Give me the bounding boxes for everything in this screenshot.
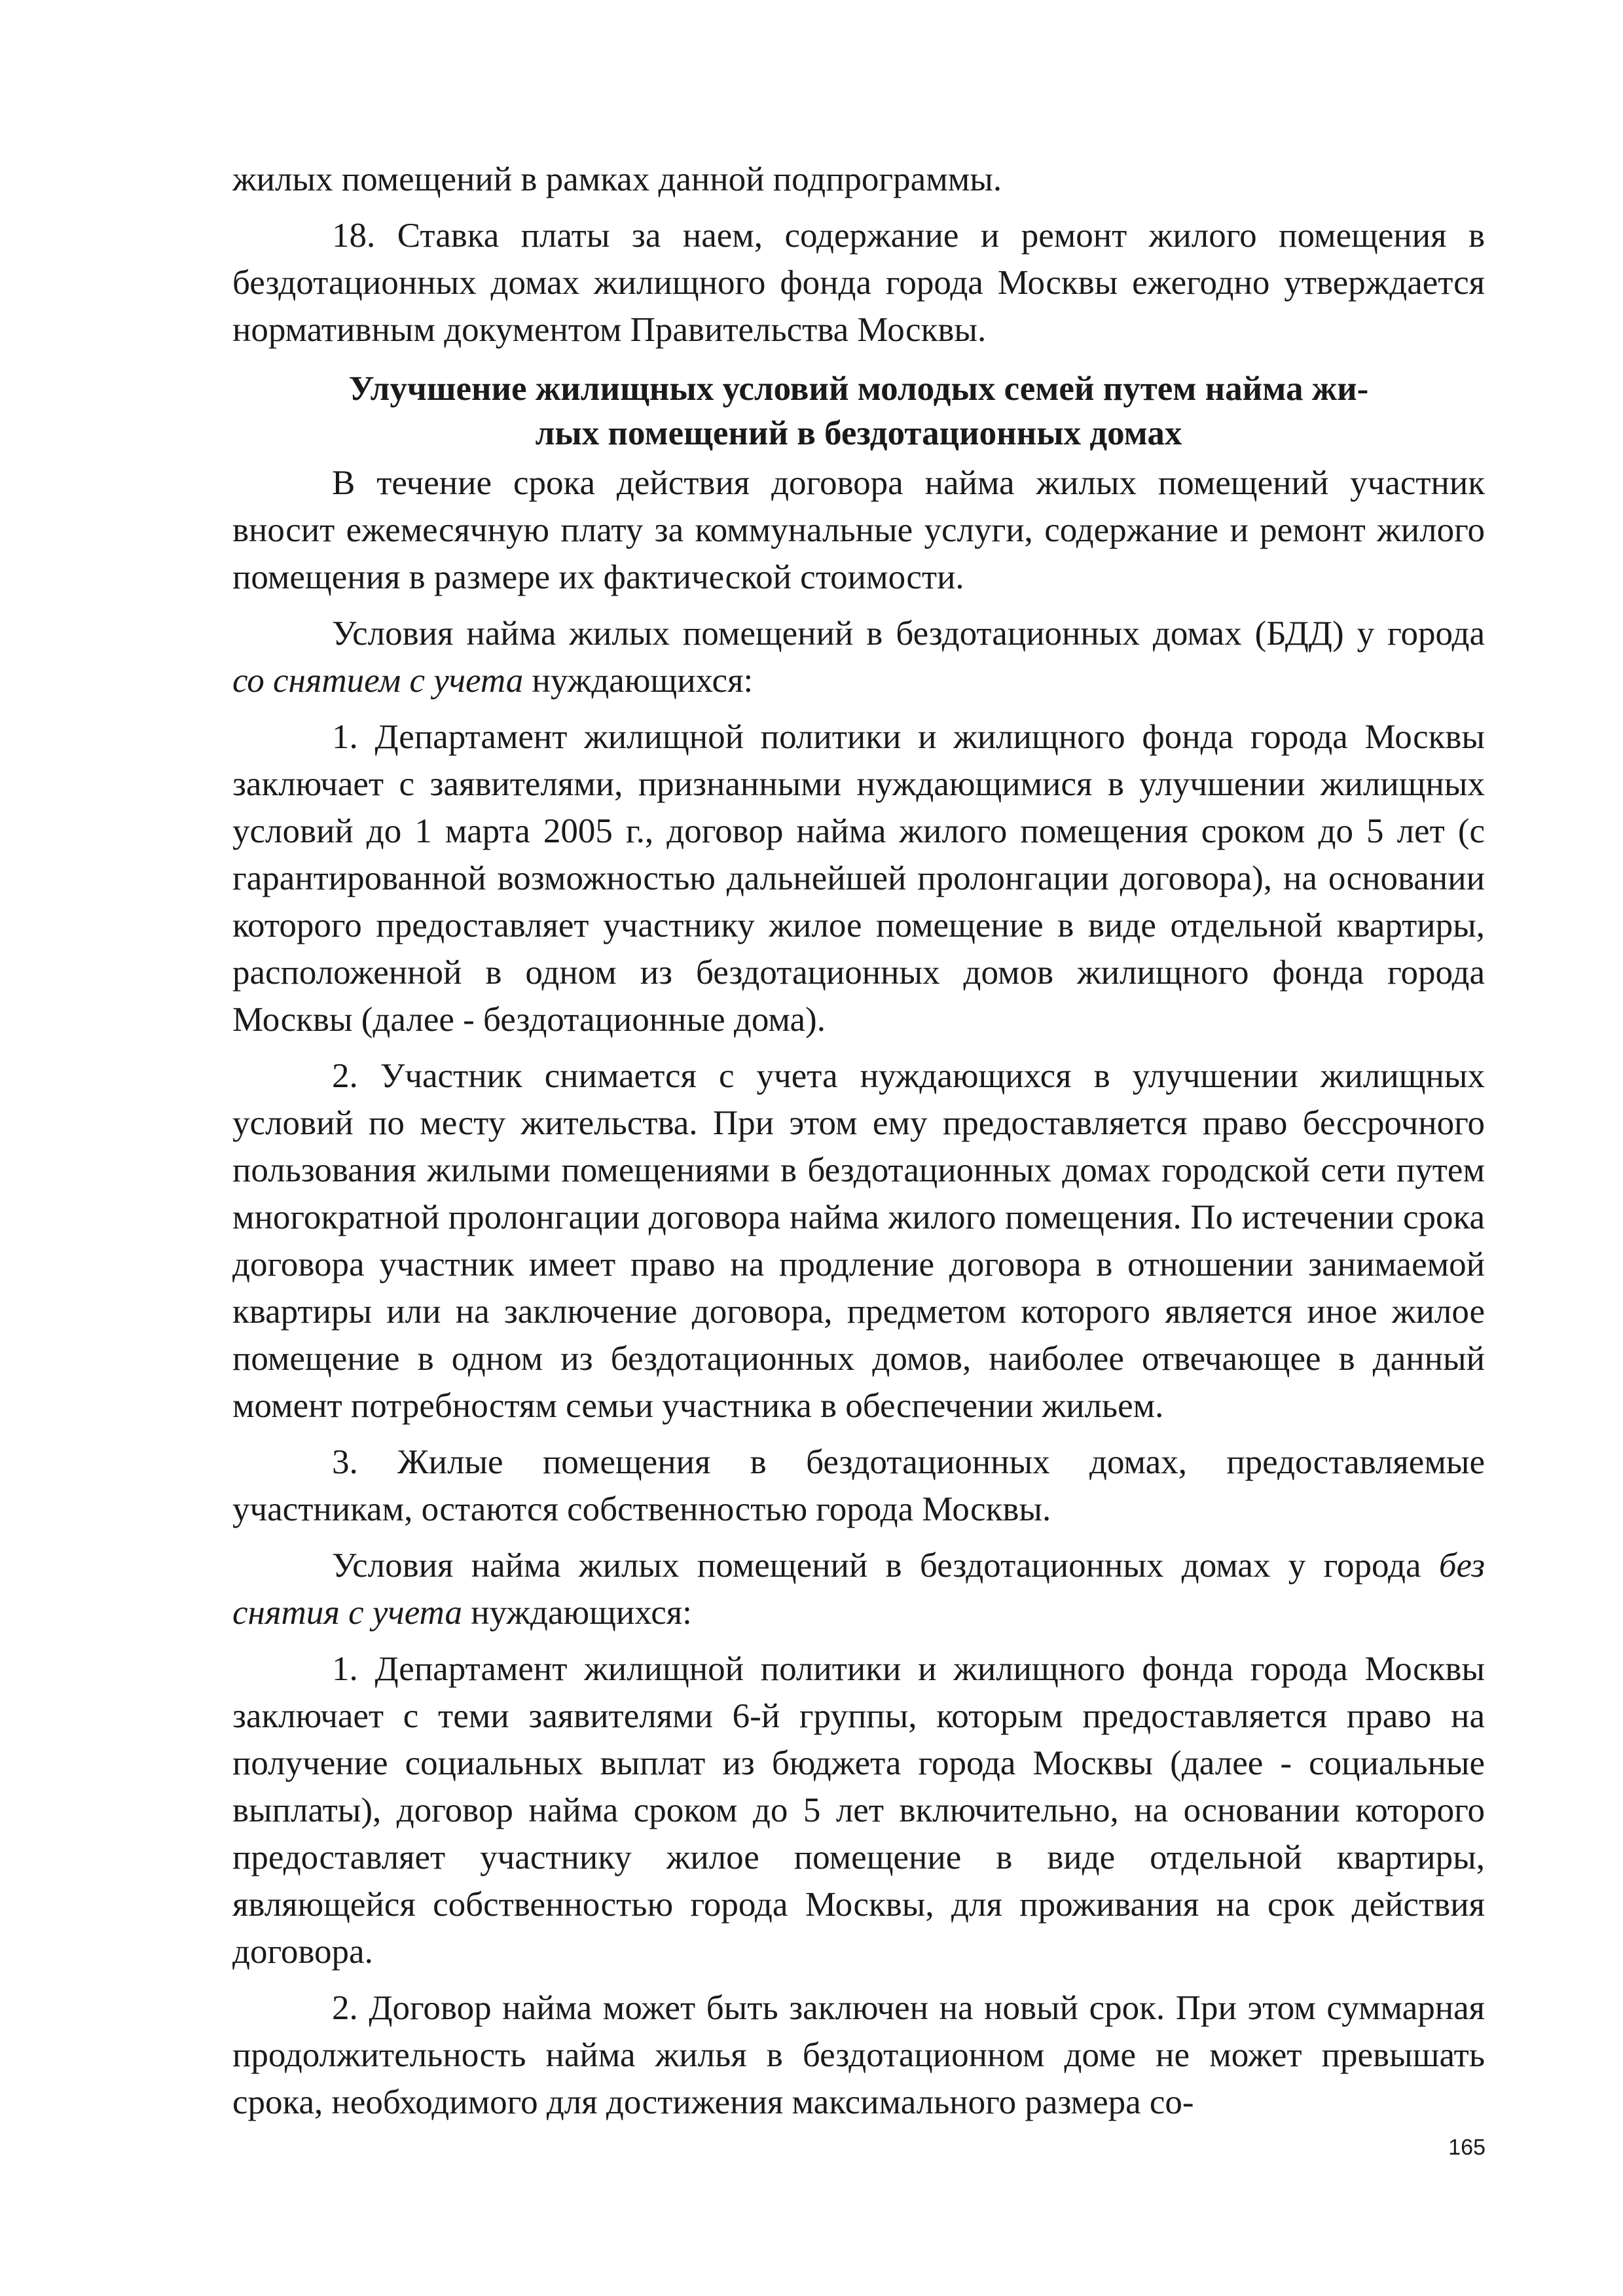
conditions-without-removal-intro (232, 1542, 1485, 1636)
conditions-with-removal-intro (232, 610, 1485, 704)
conditions-without-removal-text: Условия найма жилых помещений в бездотационных домах у города (332, 1547, 1439, 1585)
page-number: 165 (1448, 2135, 1486, 2160)
section-heading (232, 367, 1485, 456)
conditions-without-removal-emphasis: без снятия с учета (232, 1547, 1485, 1632)
conditions-without-removal-item-1: 1. Департамент жилищной политики и жилищного фонда города Москвы заключает с теми заявителями 6-й группы, которым предоставляется право на получение социальных выплат из бюджета города Москвы (далее - социальные выплаты), договор найма сроком до 5 лет включительно, на основании которого предоставляет участнику жилое помещение в виде отдельной квартиры, являющейся собственностью города Москвы, для проживания на срок действия договора. (232, 1650, 1485, 1971)
paragraph-18: 18. Ставка платы за наем, содержание и ремонт жилого помещения в бездотационных домах жилищного фонда города Москвы ежегодно утверждается нормативным документом Правительства Москвы. (232, 217, 1485, 349)
conditions-with-removal-text: Условия найма жилых помещений в бездотационных домах (БДД) у города (332, 615, 1485, 653)
conditions-without-removal-suffix: нуждающихся: (462, 1594, 692, 1632)
section-heading-line-2: лых помещений в бездотационных домах (535, 414, 1182, 452)
page-content (232, 156, 1485, 2126)
conditions-with-removal-emphasis: со снятием с учета (232, 662, 524, 700)
conditions-with-removal-item-3: 3. Жилые помещения в бездотационных домах, предоставляемые участникам, остаются собственностью города Москвы. (232, 1443, 1485, 1528)
section-heading-line-1: Улучшение жилищных условий молодых семей путем найма жи- (348, 370, 1369, 408)
paragraph-payment-terms: В течение срока действия договора найма жилых помещений участник вносит ежемесячную плату за коммунальные услуги, содержание и ремонт жилого помещения в размере их фактической стоимости. (232, 464, 1485, 596)
conditions-with-removal-suffix: нуждающихся: (523, 662, 754, 700)
continuation-line: жилых помещений в рамках данной подпрограммы. (232, 160, 1002, 198)
conditions-with-removal-item-1: 1. Департамент жилищной политики и жилищного фонда города Москвы заключает с заявителями, признанными нуждающимися в улучшении жилищных условий до 1 марта 2005 г., договор найма жилого помещения сроком до 5 лет (с гарантированной возможностью дальнейшей пролонгации договора), на основании которого предоставляет участнику жилое помещение в виде отдельной квартиры, расположенной в одном из бездотационных домов жилищного фонда города Москвы (далее - бездотационные дома). (232, 718, 1485, 1039)
conditions-with-removal-item-2: 2. Участник снимается с учета нуждающихся в улучшении жилищных условий по месту жительства. При этом ему предоставляется право бессрочного пользования жилыми помещениями в бездотационных домах городской сети путем многократной пролонгации договора найма жилого помещения. По истечении срока договора участник имеет право на продление договора в отношении занимаемой квартиры или на заключение договора, предметом которого является иное жилое помещение в одном из бездотационных домов, наиболее отвечающее в данный момент потребностям семьи участника в обеспечении жильем. (232, 1057, 1485, 1425)
conditions-without-removal-item-2: 2. Договор найма может быть заключен на новый срок. При этом суммарная продолжительность найма жилья в бездотационном доме не может превышать срока, необходимого для достижения максимального размера со- (232, 1989, 1485, 2121)
